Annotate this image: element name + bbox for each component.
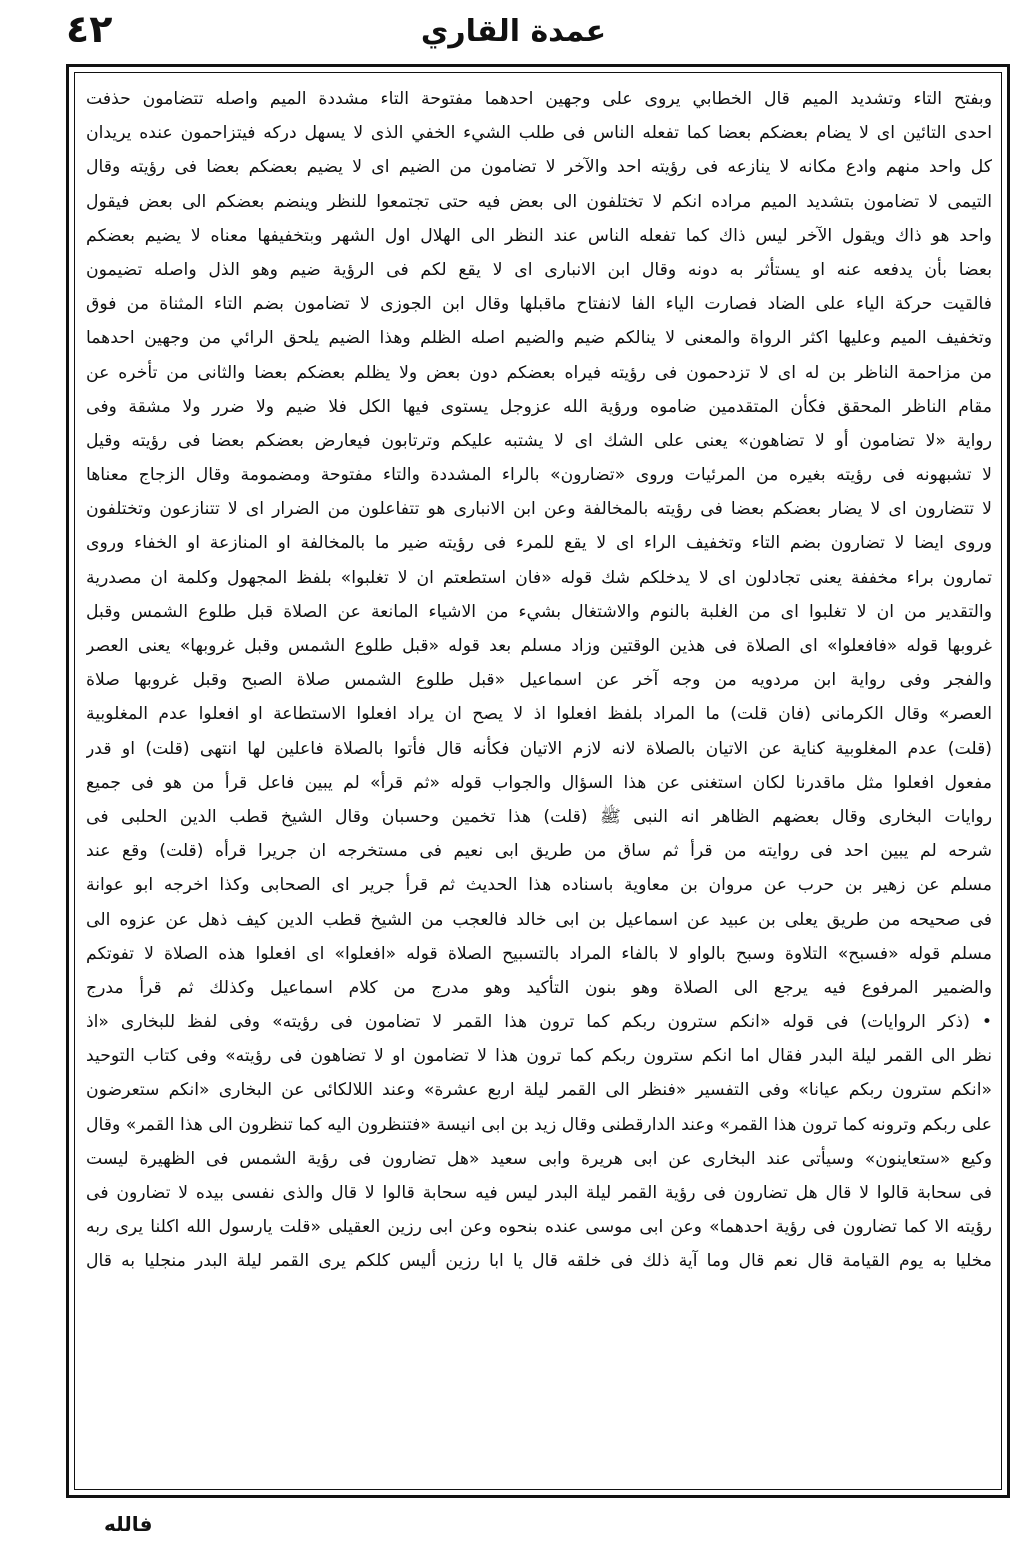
text-line: على ربكم وترونه كما ترون هذا القمر» وعند الدارقطنى وقال زيد بن ابى انيسة «فتنظرون اليه كما تنظرون الى هذا القمر» وقال bbox=[86, 1114, 992, 1135]
text-line: وروى ايضا لا تضارون بضم التاء وتخفيف الراء اى لا يقع للمرء فى رؤيته ضير ما بالمخالفة او المنازعة او الخفاء وروى bbox=[86, 533, 992, 554]
text-line: كل واحد منهم وادع مكانه لا ينازعه فى رؤيته احد والآخر لا تضامون من الضيم اى لا يضيم بعضكم بعضا فى رؤيته وقال bbox=[86, 157, 992, 178]
text-line: وبفتح التاء وتشديد الميم قال الخطابي يروى على وجهين احدهما مفتوحة التاء مشددة الميم واصله تتضامون حذفت bbox=[86, 89, 992, 109]
text-line: التيمى لا تضامون بتشديد الميم مراده انكم لا تختلفون الى بعض فيه حتى تجتمعوا للنظر وينضم بعضكم الى بعض فيقول bbox=[86, 191, 992, 212]
text-line: رؤيته الا كما تضارون فى رؤية احدهما» وعن ابى موسى عنده بنحوه وعن ابى رزين العقيلى «قلت يارسول الله اكلنا يرى ربه bbox=[86, 1217, 992, 1238]
text-line: وتخفيف الميم وعليها اكثر الرواة والمعنى لا ينالكم ضيم والضيم اصله الظلم وهذا الضيم يلحق الرائي من وجهين احدهما bbox=[86, 328, 992, 349]
text-line: وكيع «ستعاينون» وسيأتى عند البخارى عن ابى هريرة وابى سعيد «هل تضارون فى رؤية الشمس فى الظهيرة ليست bbox=[86, 1148, 992, 1169]
text-line: فى صحيحه من طريق يعلى بن عبيد عن اسماعيل بن ابى خالد فالعجب من الشيخ قطب الدين كيف ذهل عن عزوه الى bbox=[86, 909, 992, 930]
text-line: «انكم سترون ربكم عيانا» وفى التفسير «فنظر الى القمر ليلة اربع عشرة» وعند اللالكائى عن البخارى «انكم ستعرضون bbox=[86, 1080, 992, 1101]
text-line: لا تتضارون اى لا يضار بعضكم بعضا فى رؤيته بالمخالفة وعن ابن الانبارى هو تتفاعلون من الضرار اى لا تتنازعون وتختلفون bbox=[86, 499, 992, 520]
text-line: مخليا به يوم القيامة قال نعم قال وما آية ذلك فى خلقه قال يا ابا رزين أليس كلكم يرى القمر ليلة البدر منجليا به قال bbox=[86, 1251, 992, 1272]
text-line: والضمير المرفوع فيه يرجع الى الصلاة وهو بنون التأكيد وهو مدرج من كلام اسماعيل وكذلك ثم قرأ مدرج bbox=[86, 977, 992, 998]
text-line: بعضا بأن يدفعه عنه او يستأثر به دونه وقال ابن الانبارى اى لا يقع لكم فى الرؤية ضيم وهو الذل واصله تضيمون bbox=[86, 259, 992, 280]
text-line: لا تشبهونه فى رؤيته بغيره من المرئيات وروى «تضارون» بالراء المشددة والتاء مفتوحة ومضمومة وقال الزجاج معناها bbox=[86, 465, 992, 486]
running-title: عمدة القاري bbox=[420, 14, 607, 49]
body-text bbox=[86, 82, 992, 1486]
text-line: والفجر وفى رواية ابن مردويه من وجه آخر عن اسماعيل «قبل طلوع الشمس صلاة الصبح وقبل غروبها صلاة bbox=[86, 670, 992, 691]
catchword: فالله bbox=[104, 1512, 153, 1536]
text-line: واحد هو ذاك ويقول الآخر ليس ذاك كما تفعله الناس عند النظر الى الهلال اول الشهر وبتخفيفها معناه لا يضيم بعضكم bbox=[86, 225, 992, 246]
text-line: والتقدير من ان لا تغلبوا اى من الغلبة بالنوم والاشتغال بشيء من الاشياء المانعة عن الصلاة قبل طلوع الشمس وقبل bbox=[86, 601, 992, 622]
text-line: مقام الناظر المحقق فكأن المتقدمين ضاموه ورؤية الله عزوجل يستوى فيها الكل فلا ضيم ولا ضرر ولا مشقة وفى bbox=[86, 396, 992, 417]
text-line: غروبها قوله «فافعلوا» اى الصلاة فى هذين الوقتين وزاد مسلم بعد قوله «قبل طلوع الشمس وقبل غروبها» يعنى العصر bbox=[86, 636, 992, 656]
text-line: • (ذكر الروايات) فى قوله «انكم سترون ربكم كما ترون هذا القمر لا تضامون فى رؤيته» وفى لفظ للبخارى «اذ bbox=[86, 1012, 992, 1033]
text-line: احدى التائين اى لا يضام بعضكم بعضا كما تفعله الناس فى طلب الشيء الخفي الذى لا يسهل دركه فيتزاحمون عنده يريدان bbox=[86, 123, 992, 144]
text-line: تمارون براء مخففة يعنى تجادلون اى لا يدخلكم شك قوله «فان استطعتم ان لا تغلبوا» بلفظ المجهول وكلمة ان مصدرية bbox=[86, 567, 992, 588]
text-line: رواية «لا تضامون أو لا تضاهون» يعنى على الشك اى لا يشتبه عليكم وترتابون فيعارض بعضكم بعضا فى رؤيته وقيل bbox=[86, 430, 992, 451]
text-line: مسلم عن زهير بن حرب عن مروان بن معاوية باسناده هذا الحديث ثم قرأ جرير اى الصحابى وكذا اخرجه ابو عوانة bbox=[86, 875, 992, 896]
text-line: العصر» وقال الكرمانى (فان قلت) ما المراد بلفظ افعلوا اذ لا يصح ان يراد افعلوا الاستطاعة او افعلوا عدم المغلوبية bbox=[86, 704, 992, 725]
page-number: ٤٢ bbox=[66, 7, 113, 51]
text-line: فى سحابة قالوا لا قال هل تضارون فى رؤية القمر ليلة البدر ليس فيه سحابة قالوا لا قال والذى نفسى بيده لا تضارون فى bbox=[86, 1183, 992, 1203]
text-line: مفعول افعلوا مثل ماقدرنا لكان استغنى عن هذا السؤال والجواب قوله «ثم قرأ» لم يبين فاعل قرأ من هو فى جميع bbox=[86, 772, 992, 793]
text-line: نظر الى القمر ليلة البدر فقال اما انكم سترون ربكم كما ترون هذا لا تضامون او لا تضاهون فى رؤيته» وفى كتاب التوحيد bbox=[86, 1046, 992, 1067]
text-line: مسلم قوله «فسبح» التلاوة وسبح بالواو لا بالفاء المراد بالتسبيح الصلاة قوله «افعلوا» اى افعلوا هذه الصلاة لا تفوتكم bbox=[86, 943, 992, 964]
text-line: فالقيت حركة الياء على الضاد فصارت الياء الفا لانفتاح ماقبلها وقال ابن الجوزى لا تضامون بضم التاء المثناة من فوق bbox=[86, 294, 992, 315]
text-line: روايات البخارى وقال بعضهم الظاهر انه النبى ﷺ (قلت) هذا تخمين وحسبان وقال الشيخ قطب الدين الحلبى فى bbox=[86, 806, 992, 827]
text-line: (قلت) عدم المغلوبية كناية عن الاتيان بالصلاة لانه لازم الاتيان فكأنه قال فأتوا بالصلاة فاعلين لها انتهى (قلت) او قدر bbox=[86, 738, 992, 759]
text-line: من مزاحمة الناظر بن له اى لا تزدحمون فى رؤيته فيراه بعضكم دون بعض ولا يظلم بعضكم بعضا والثانى من تأخره عن bbox=[86, 362, 992, 383]
text-line: شرحه لم يبين احد فى روايته من قرأ ثم ساق من طريق ابى نعيم فى مستخرجه ان جريرا قرأه (قلت) وقع عند bbox=[86, 841, 992, 862]
